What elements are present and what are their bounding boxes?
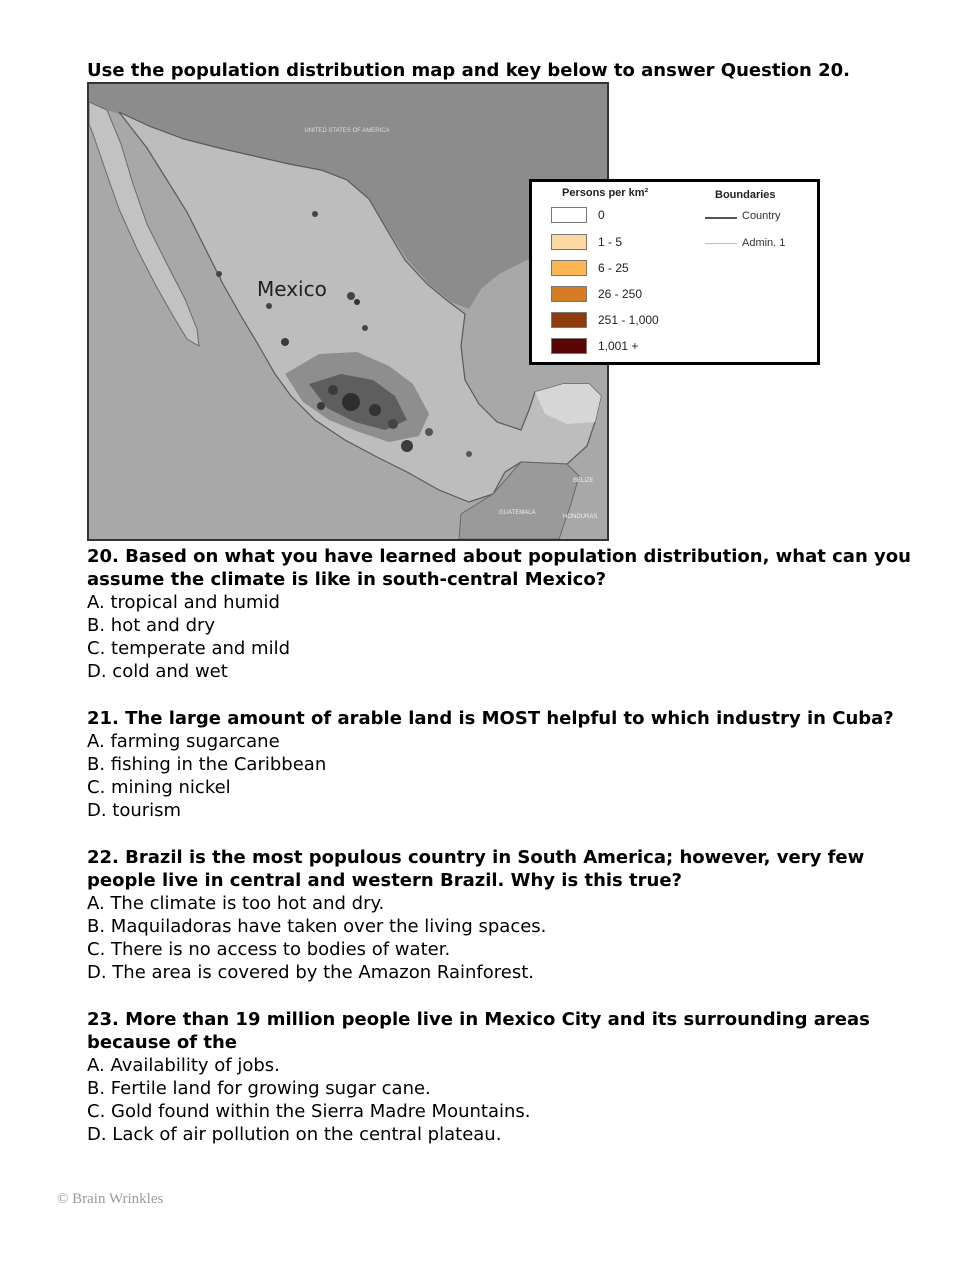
copyright-footer: © Brain Wrinkles xyxy=(57,1191,164,1207)
usa-label: UNITED STATES OF AMERICA xyxy=(304,128,390,134)
question-stem: 22. Brazil is the most populous country in South America; however, very few people live in central and western Brazil. Why is this true? xyxy=(87,847,865,891)
legend-swatch xyxy=(551,312,587,328)
answer-option[interactable]: C. mining nickel xyxy=(87,777,231,798)
answer-option[interactable]: C. There is no access to bodies of water. xyxy=(87,939,451,960)
mexico-label: Mexico xyxy=(257,277,327,301)
answer-option[interactable]: D. cold and wet xyxy=(87,661,228,682)
boundaries-title: Boundaries xyxy=(715,189,776,201)
answer-option[interactable]: B. Fertile land for growing sugar cane. xyxy=(87,1078,431,1099)
legend-swatch xyxy=(551,286,587,302)
answer-option[interactable]: B. fishing in the Caribbean xyxy=(87,754,327,775)
answer-option[interactable]: C. temperate and mild xyxy=(87,638,291,659)
question-23 xyxy=(87,1008,927,1146)
legend-label: 6 - 25 xyxy=(598,261,629,275)
legend-swatch xyxy=(551,207,587,223)
belize-label: BELIZE xyxy=(573,478,594,484)
country-boundary-line xyxy=(705,217,737,219)
boundary-label-admin: Admin. 1 xyxy=(742,237,786,249)
answer-option[interactable]: A. tropical and humid xyxy=(87,592,280,613)
legend-label: 1,001 + xyxy=(598,339,639,353)
legend-label: 0 xyxy=(598,208,605,222)
answer-option[interactable]: D. Lack of air pollution on the central plateau. xyxy=(87,1124,502,1145)
legend-swatch xyxy=(551,234,587,250)
persons-per-km-title: Persons per km² xyxy=(562,187,649,199)
honduras-label: HONDURAS xyxy=(563,514,598,520)
question-22 xyxy=(87,846,927,984)
legend-label: 1 - 5 xyxy=(598,235,623,249)
map-instructions: Use the population distribution map and key below to answer Question 20. xyxy=(87,60,850,81)
question-20 xyxy=(87,545,927,683)
answer-option[interactable]: B. hot and dry xyxy=(87,615,216,636)
question-21 xyxy=(87,707,927,822)
answer-option[interactable]: A. farming sugarcane xyxy=(87,731,280,752)
boundary-label-country: Country xyxy=(742,210,781,222)
answer-option[interactable]: D. The area is covered by the Amazon Rainforest. xyxy=(87,962,534,983)
legend-swatch xyxy=(551,260,587,276)
answer-option[interactable]: A. Availability of jobs. xyxy=(87,1055,280,1076)
answer-option[interactable]: B. Maquiladoras have taken over the living spaces. xyxy=(87,916,547,937)
answer-option[interactable]: C. Gold found within the Sierra Madre Mountains. xyxy=(87,1101,531,1122)
question-stem: 21. The large amount of arable land is MOST helpful to which industry in Cuba? xyxy=(87,708,894,729)
question-stem: 20. Based on what you have learned about population distribution, what can you assume the climate is like in south-central Mexico? xyxy=(87,546,911,590)
answer-option[interactable]: A. The climate is too hot and dry. xyxy=(87,893,385,914)
legend-label: 26 - 250 xyxy=(598,287,643,301)
legend-swatch xyxy=(551,338,587,354)
admin-boundary-line xyxy=(705,243,737,244)
map-key xyxy=(529,179,820,365)
answer-option[interactable]: D. tourism xyxy=(87,800,182,821)
question-stem: 23. More than 19 million people live in Mexico City and its surrounding areas because of the xyxy=(87,1009,870,1053)
guatemala-label: GUATEMALA xyxy=(499,510,536,516)
legend-label: 251 - 1,000 xyxy=(598,313,659,327)
